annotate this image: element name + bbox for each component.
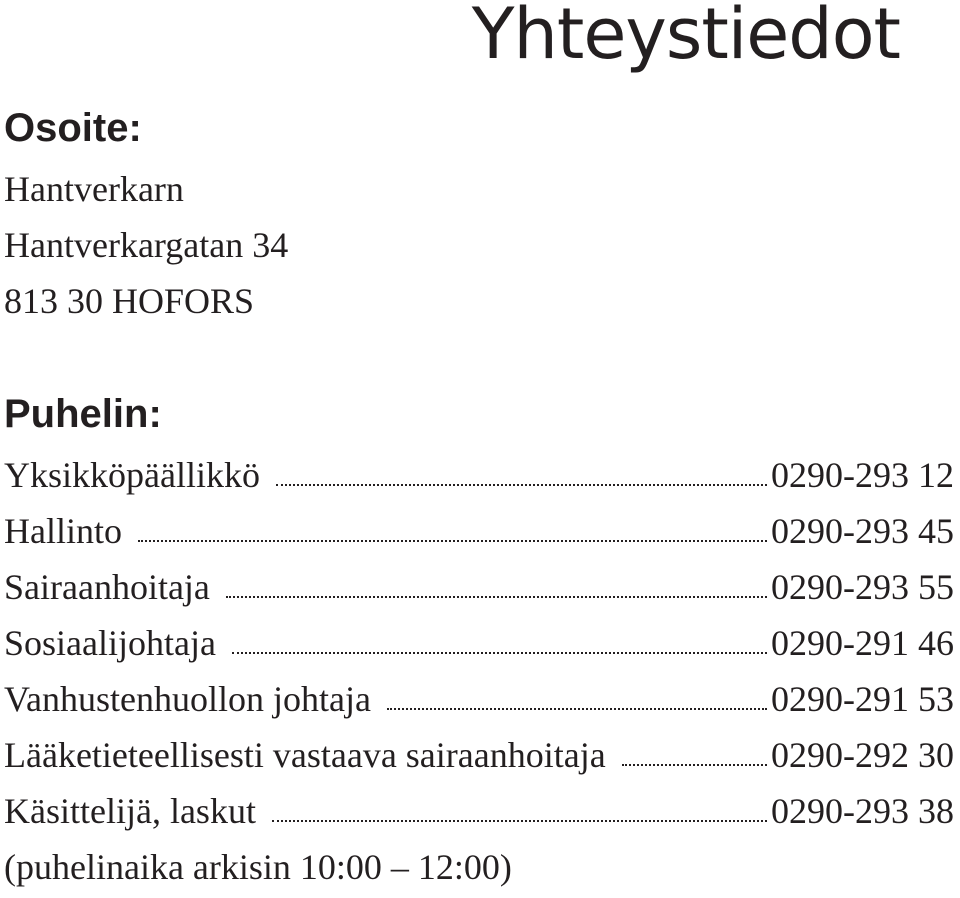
phone-row-administration [4, 512, 954, 552]
phone-hours-note: (puhelinaika arkisin 10:00 – 12:00) [4, 847, 512, 887]
page-title: Yhteystiedot [471, 0, 900, 75]
phone-label: Sosiaalijohtaja [4, 623, 216, 663]
phone-label: Hallinto [4, 511, 122, 551]
phone-number: 0290-293 38 [771, 791, 954, 831]
phone-number: 0290-291 53 [771, 679, 954, 719]
phone-number: 0290-293 12 [771, 455, 954, 495]
phone-row-social-director [4, 624, 954, 664]
phone-label: Käsittelijä, laskut [4, 791, 256, 831]
dot-leader [232, 646, 767, 654]
phone-number: 0290-293 55 [771, 567, 954, 607]
phone-label: Lääketieteellisesti vastaava sairaanhoitaja [4, 735, 606, 775]
phone-label: Sairaanhoitaja [4, 567, 210, 607]
dot-leader [387, 702, 767, 710]
address-line-postal: 813 30 HOFORS [4, 281, 255, 321]
dot-leader [622, 758, 767, 766]
address-heading: Osoite: [4, 106, 142, 150]
phone-label: Yksikköpäällikkö [4, 455, 260, 495]
phone-number: 0290-293 45 [771, 511, 954, 551]
dot-leader [226, 590, 767, 598]
phone-number: 0290-292 30 [771, 735, 954, 775]
dot-leader [276, 478, 767, 486]
phone-label: Vanhustenhuollon johtaja [4, 679, 371, 719]
phone-row-invoices [4, 792, 954, 832]
phone-heading: Puhelin: [4, 392, 162, 436]
phone-row-medical-nurse [4, 736, 954, 776]
phone-row-unit-manager [4, 456, 954, 496]
phone-number: 0290-291 46 [771, 623, 954, 663]
address-line-street: Hantverkargatan 34 [4, 225, 289, 265]
phone-row-nurse [4, 568, 954, 608]
address-line-name: Hantverkarn [4, 169, 184, 209]
dot-leader [272, 814, 767, 822]
dot-leader [138, 534, 767, 542]
phone-row-elderly-care-director [4, 680, 954, 720]
